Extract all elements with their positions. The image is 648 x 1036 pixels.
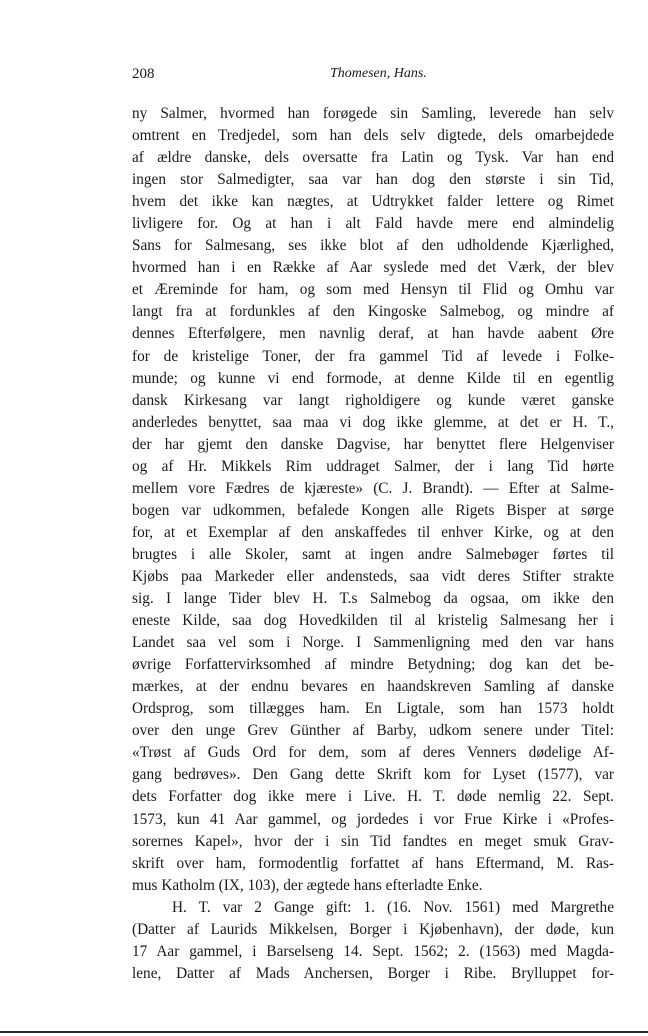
text-line: gang bedrøves». Den Gang dette Skrift kom for Lyset (1577), var — [132, 766, 614, 784]
running-title: Thomesen, Hans. — [330, 66, 427, 81]
text-line: af ældre danske, dels oversatte fra Latin og Tysk. Var han end — [132, 149, 614, 167]
text-line: mellem vore Fædres de kjæreste» (C. J. Brandt). — Efter at Salme- — [132, 479, 614, 497]
text-line: mærkes, at der endnu bevares en haandskreven Samling af danske — [132, 678, 614, 696]
text-line: for, at et Exemplar af den anskaffedes til enhver Kirke, og at den — [132, 523, 614, 541]
text-line: mus Katholm (IX, 103), der ægtede hans efterladte Enke. — [132, 876, 483, 894]
page-number: 208 — [132, 66, 155, 82]
text-line: H. T. var 2 Gange gift: 1. (16. Nov. 1561) med Margrethe — [172, 898, 614, 916]
text-line: munde; og kunne vi end formode, at denne Kilde til en egentlig — [132, 369, 614, 387]
text-line: (Datter af Laurids Mikkelsen, Borger i Kjøbenhavn), der døde, kun — [132, 920, 614, 938]
text-line: øvrige Forfattervirksomhed af mindre Betydning; dog kan det be- — [132, 656, 614, 674]
body-text — [132, 103, 614, 985]
text-line: hvormed han i en Række af Aar syslede med det Værk, der blev — [132, 259, 614, 277]
text-line: dennes Efterfølgere, men navnlig deraf, at han havde aabent Øre — [132, 325, 614, 343]
text-line: langt fra at fordunkles af den Kingoske Salmebog, og mindre af — [132, 303, 614, 321]
text-line: 1573, kun 41 Aar gammel, og jordedes i vor Frue Kirke i «Profes- — [132, 810, 614, 828]
text-line: der har gjemt den danske Dagvise, har benyttet flere Helgenviser — [132, 435, 614, 453]
text-line: Ordsprog, som tillægges ham. En Ligtale, som han 1573 holdt — [132, 700, 614, 718]
text-line: 17 Aar gammel, i Barselseng 14. Sept. 1562; 2. (1563) med Magda- — [132, 942, 614, 960]
text-line: eneste Kilde, saa dog Hovedkilden til al kristelig Salmesang her i — [132, 612, 614, 630]
text-line: brugtes i alle Skoler, samt at ingen andre Salmebøger førtes til — [132, 545, 614, 563]
text-line: et Æreminde for ham, og som med Hensyn til Flid og Omhu var — [132, 281, 614, 299]
text-line: ny Salmer, hvormed han forøgede sin Samling, leverede han selv — [132, 105, 614, 122]
text-line: og af Hr. Mikkels Rim uddraget Salmer, der i lang Tid hørte — [132, 457, 614, 475]
text-line: hvem det ikke kan nægtes, at Udtrykket falder lettere og Rimet — [132, 193, 614, 211]
text-line: sorernes Kapel», hvor der i sin Tid fandtes en meget smuk Grav- — [132, 832, 614, 850]
text-line: Landet saa vel som i Norge. I Sammenligning med den var hans — [132, 634, 614, 652]
text-line: sig. I lange Tider blev H. T.s Salmebog da ogsaa, om ikke den — [132, 590, 614, 608]
text-line: omtrent en Tredjedel, som han dels selv digtede, dels omarbejdede — [132, 127, 614, 145]
text-line: «Trøst af Guds Ord for dem, som af deres Venners dødelige Af- — [132, 744, 614, 762]
text-line: anderledes benyttet, saa maa vi dog ikke glemme, at det er H. T., — [132, 413, 614, 431]
text-line: ingen stor Salmedigter, saa var han dog den største i sin Tid, — [132, 171, 614, 189]
text-line: over den unge Grev Günther af Barby, udkom senere under Titel: — [132, 722, 614, 740]
text-line: skrift over ham, formodentlig forfattet af hans Eftermand, M. Ras- — [132, 854, 614, 872]
text-line: Kjøbs paa Markeder eller andensteds, saa vidt deres Stifter strakte — [132, 567, 614, 585]
text-line: Sans for Salmesang, ses ikke blot af den udholdende Kjærlighed, — [132, 237, 614, 255]
text-line: for de kristelige Toner, der fra gammel Tid af levede i Folke- — [132, 347, 614, 365]
text-line: dets Forfatter dog ikke mere i Live. H. T. døde nemlig 22. Sept. — [132, 788, 614, 806]
page-header — [132, 66, 614, 86]
text-line: bogen var udkommen, befalede Kongen alle Rigets Bisper at sørge — [132, 501, 614, 519]
bottom-edge-rule — [0, 1031, 648, 1033]
text-line: dansk Kirkesang var langt righoldigere og kunde været ganske — [132, 391, 614, 409]
text-line: lene, Datter af Mads Anchersen, Borger i Ribe. Brylluppet for- — [132, 964, 614, 982]
text-line: livligere for. Og at han i alt Fald havde mere end almindelig — [132, 215, 614, 233]
